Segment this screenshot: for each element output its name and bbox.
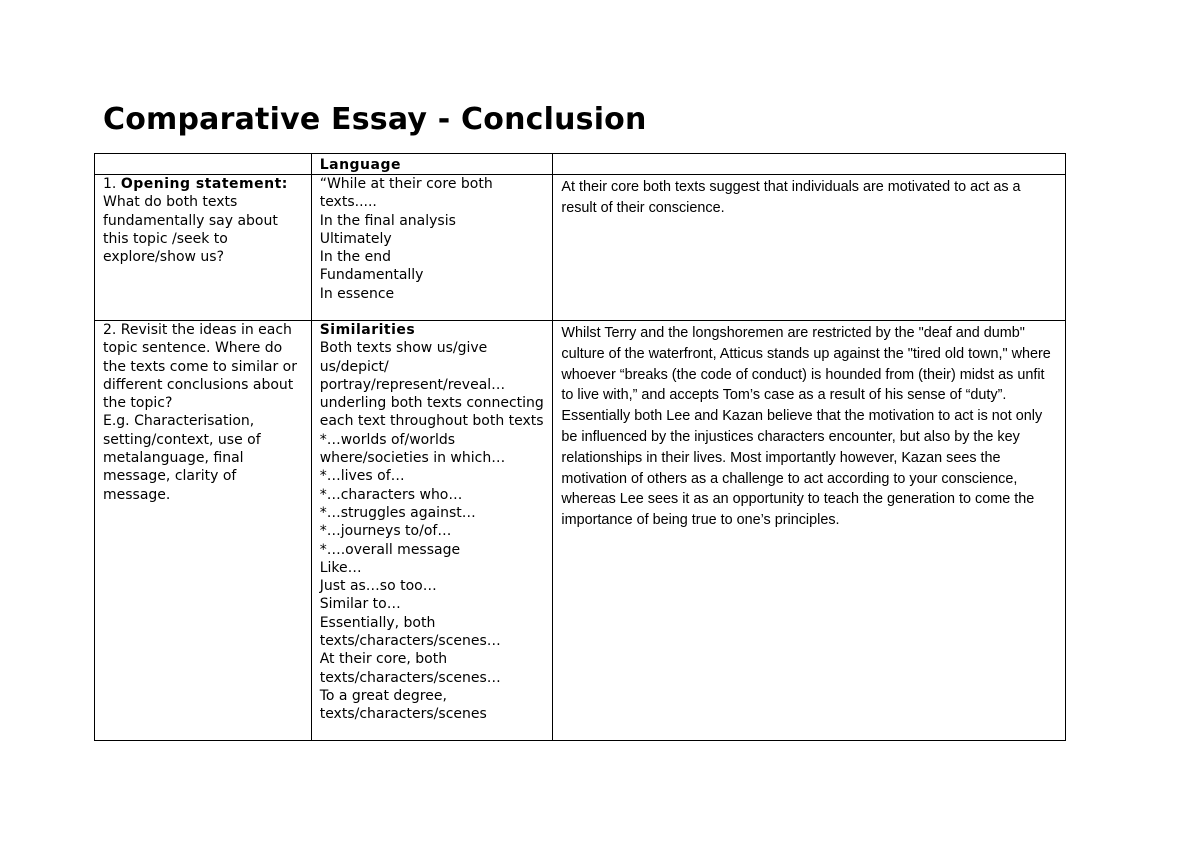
table-header-row: [95, 154, 1066, 175]
language-cell: [311, 175, 553, 321]
language-heading: Similarities: [319, 322, 416, 338]
answer-cell: [553, 321, 1066, 741]
language-cell: [311, 321, 553, 741]
table-row: [95, 321, 1066, 741]
header-cell-prompt: [95, 154, 312, 175]
prompt-text: What do both texts fundamentally say about this topic /seek to explore/show us?: [103, 194, 278, 266]
prompt-cell: [95, 175, 312, 321]
table-row: [95, 175, 1066, 321]
prompt-number: 1.: [103, 176, 121, 192]
prompt-cell: [95, 321, 312, 741]
language-phrases: “While at their core both texts..... In the final analysis Ultimately In the end Fundamentally In essence: [319, 176, 493, 302]
language-content: [320, 321, 549, 724]
language-phrases: Both texts show us/give us/depict/ portray/represent/reveal… underling both texts connecting each text throughout both texts *…worlds of/worlds where/societies in which… *…lives of… *…characters who… *…struggles against… *…journeys to/of… *….overall message Like… Just as…so too… Similar to… Essentially, both texts/characters/scenes… At their core, both texts/characters/scenes… To a great degree, texts/characters/scenes: [319, 340, 544, 723]
prompt-content: [103, 175, 307, 266]
prompt-text: 2. Revisit the ideas in each topic sentence. Where do the texts come to similar or different conclusions about the topic? E.g. Characterisation, setting/context, use of metalanguage, final message, clarity of message.: [103, 322, 297, 503]
answer-text: At their core both texts suggest that individuals are motivated to act as a result of their conscience.: [561, 179, 1021, 216]
header-cell-answer: [553, 154, 1066, 175]
header-language-label: Language: [319, 157, 401, 173]
header-cell-language: [311, 154, 553, 175]
prompt-heading: Opening statement:: [120, 176, 288, 192]
conclusion-table: [94, 153, 1066, 741]
answer-cell: [553, 175, 1066, 321]
page-title: Comparative Essay - Conclusion: [103, 102, 647, 137]
answer-text: Whilst Terry and the longshoremen are restricted by the "deaf and dumb" culture of the waterfront, Atticus stands up against the "tired old town," where whoever “breaks (the code of conduct) is hounded from (their) midst as unfit to live with,” and accepts Tom’s case as a result of his sense of “duty”. Essentially both Lee and Kazan believe that the motivation to act is not only be influenced by the injustices characters encounter, but also by the key relationships in their lives. Most importantly however, Kazan sees the motivation of others as a challenge to act according to your conscience, whereas Lee sees it as an opportunity to teach the generation to come the importance of being true to one’s principles.: [561, 325, 1051, 529]
